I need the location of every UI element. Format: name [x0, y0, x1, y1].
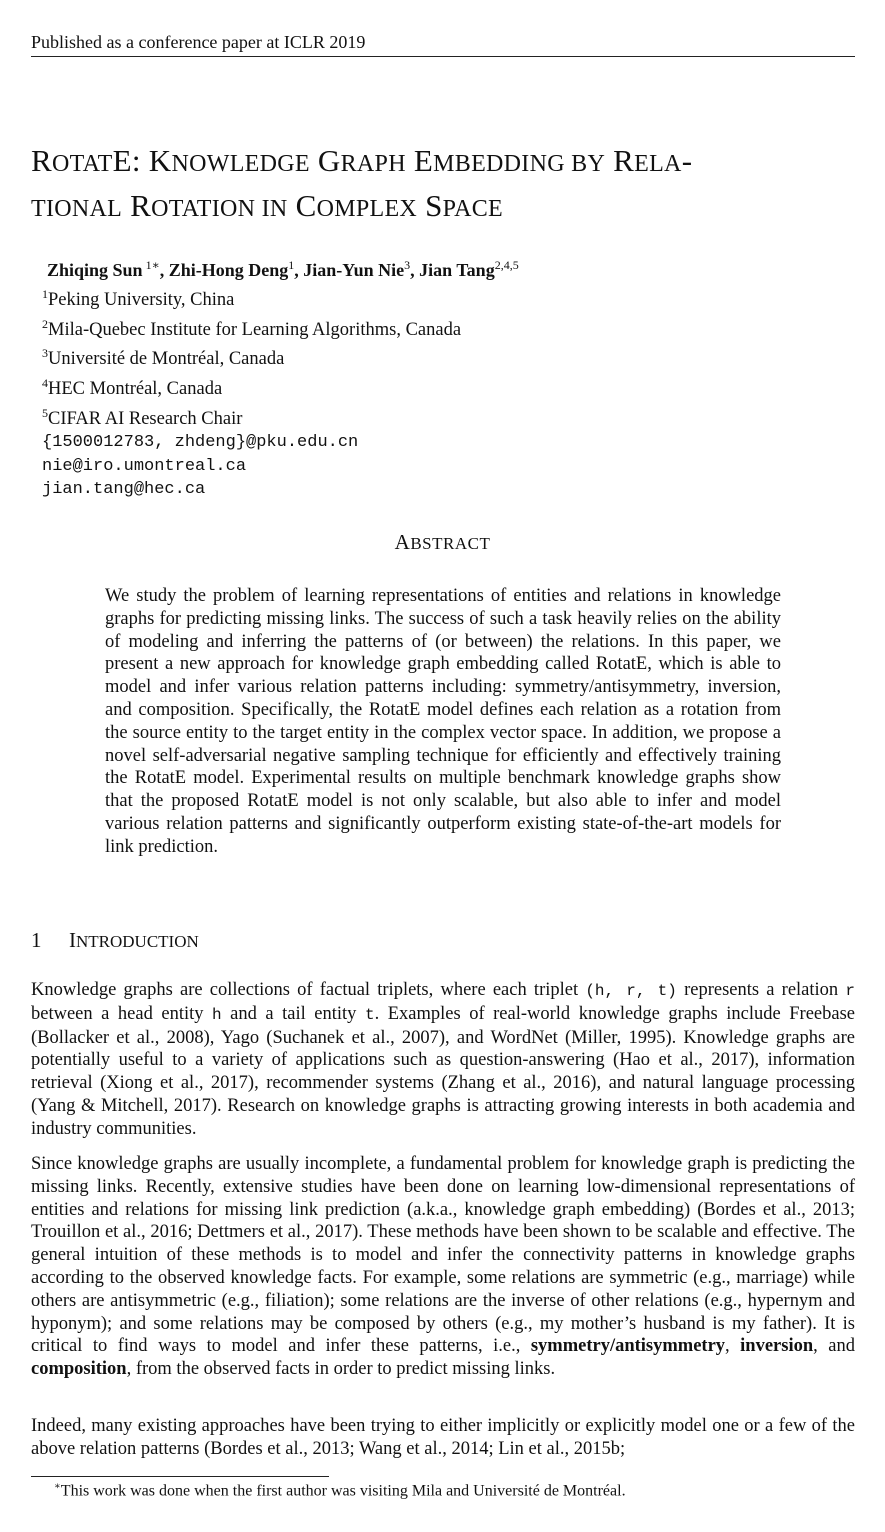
paragraph: Knowledge graphs are collections of factual triplets, where each triplet (h, r, t) represents a relation r between a head entity h and a tail entity t. Examples of real-world knowledge graphs include Freebase (Bollacker et al., 2008), Yago (Suchanek et al., 2007), and WordNet (Miller, 1995). Knowledge graphs are potentially useful to a variety of applications such as question-answering (Hao et al., 2017), information retrieval (Xiong et al., 2017), recommender systems (Zhang et al., 2016), and natural language processing (Yang & Mitchell, 2017). Research on knowledge graphs is attracting growing interests in both academia and industry communities. — [31, 980, 855, 1139]
footnote: ∗This work was done when the first author was visiting Mila and Université de Montréal. — [54, 1481, 626, 1500]
affiliation-line: $^5$CIFAR AI Research Chair — [42, 405, 243, 429]
email-line: jian.tang@hec.ca — [42, 480, 206, 500]
affiliation-line: $^1$Peking University, China — [42, 287, 235, 311]
affiliation-line: $^4$HEC Montréal, Canada — [42, 375, 223, 400]
email-line: {1500012783, zhdeng}@pku.edu.cn — [42, 433, 359, 453]
paragraph: Indeed, many existing approaches have been trying to either implicitly or explicitly model one or a few of the above relation patterns (Bordes et al., 2013; Wang et al., 2014; Lin et al., 2015b; — [31, 1416, 855, 1459]
email-line: nie@iro.umontreal.ca — [42, 456, 247, 476]
affiliation-line: $^2$Mila-Quebec Institute for Learning Algorithms, Canada — [42, 316, 462, 340]
abstract-body: We study the problem of learning representations of entities and relations in knowledge graphs for predicting missing links. The success of such a task heavily relies on the ability of modeling and inferring the patterns of (or between) the relations. In this paper, we present a new approach for knowledge graph embedding called RotatE, which is able to model and infer various relation patterns including: symmetry/antisymmetry, inversion, and composition. Specifically, the RotatE model defines each relation as a rotation from the source entity to the target entity in the complex vector space. In addition, we propose a novel self-adversarial negative sampling technique for efficiently and effectively training the RotatE model. Experimental results on multiple benchmark knowledge graphs show that the proposed RotatE model is not only scalable, but also able to infer and model various relation patterns and significantly outperform existing state-of-the-art models for link prediction. — [105, 586, 781, 857]
paper-title: ROTATE: KNOWLEDGE GRAPH EMBEDDING BY RELA- TIONAL ROTATION IN COMPLEX SPACE — [31, 143, 693, 223]
abstract-heading: ABSTRACT — [394, 530, 491, 554]
footnote-rule — [31, 1476, 329, 1477]
running-header: Published as a conference paper at ICLR 2019 — [31, 32, 855, 57]
author-list: Zhiqing Sun $^{1∗}$, Zhi-Hong Deng$^1$, Jian-Yun Nie$^3$, Jian Tang$^{2,4,5}$ — [47, 258, 519, 280]
section-heading: 1 INTRODUCTION — [31, 928, 199, 952]
affiliation-line: $^3$Université de Montréal, Canada — [42, 346, 285, 370]
paragraph: Since knowledge graphs are usually incomplete, a fundamental problem for knowledge graph is predicting the missing links. Recently, extensive studies have been done on learning low-dimensional representations of entities and relations for missing link prediction (a.k.a., knowledge graph embedding) (Bordes et al., 2013; Trouillon et al., 2016; Dettmers et al., 2017). These methods have been shown to be scalable and effective. The general intuition of these methods is to model and infer the connectivity patterns in knowledge graphs according to the observed knowledge facts. For example, some relations are symmetric (e.g., marriage) while others are antisymmetric (e.g., filiation); some relations are the inverse of other relations (e.g., hypernym and hyponym); and some relations may be composed by others (e.g., my mother’s husband is my father). It is critical to find ways to model and infer these patterns, i.e., symmetry/antisymmetry, inversion, and composition, from the observed facts in order to predict missing links. — [31, 1154, 855, 1380]
affiliations — [42, 283, 461, 502]
